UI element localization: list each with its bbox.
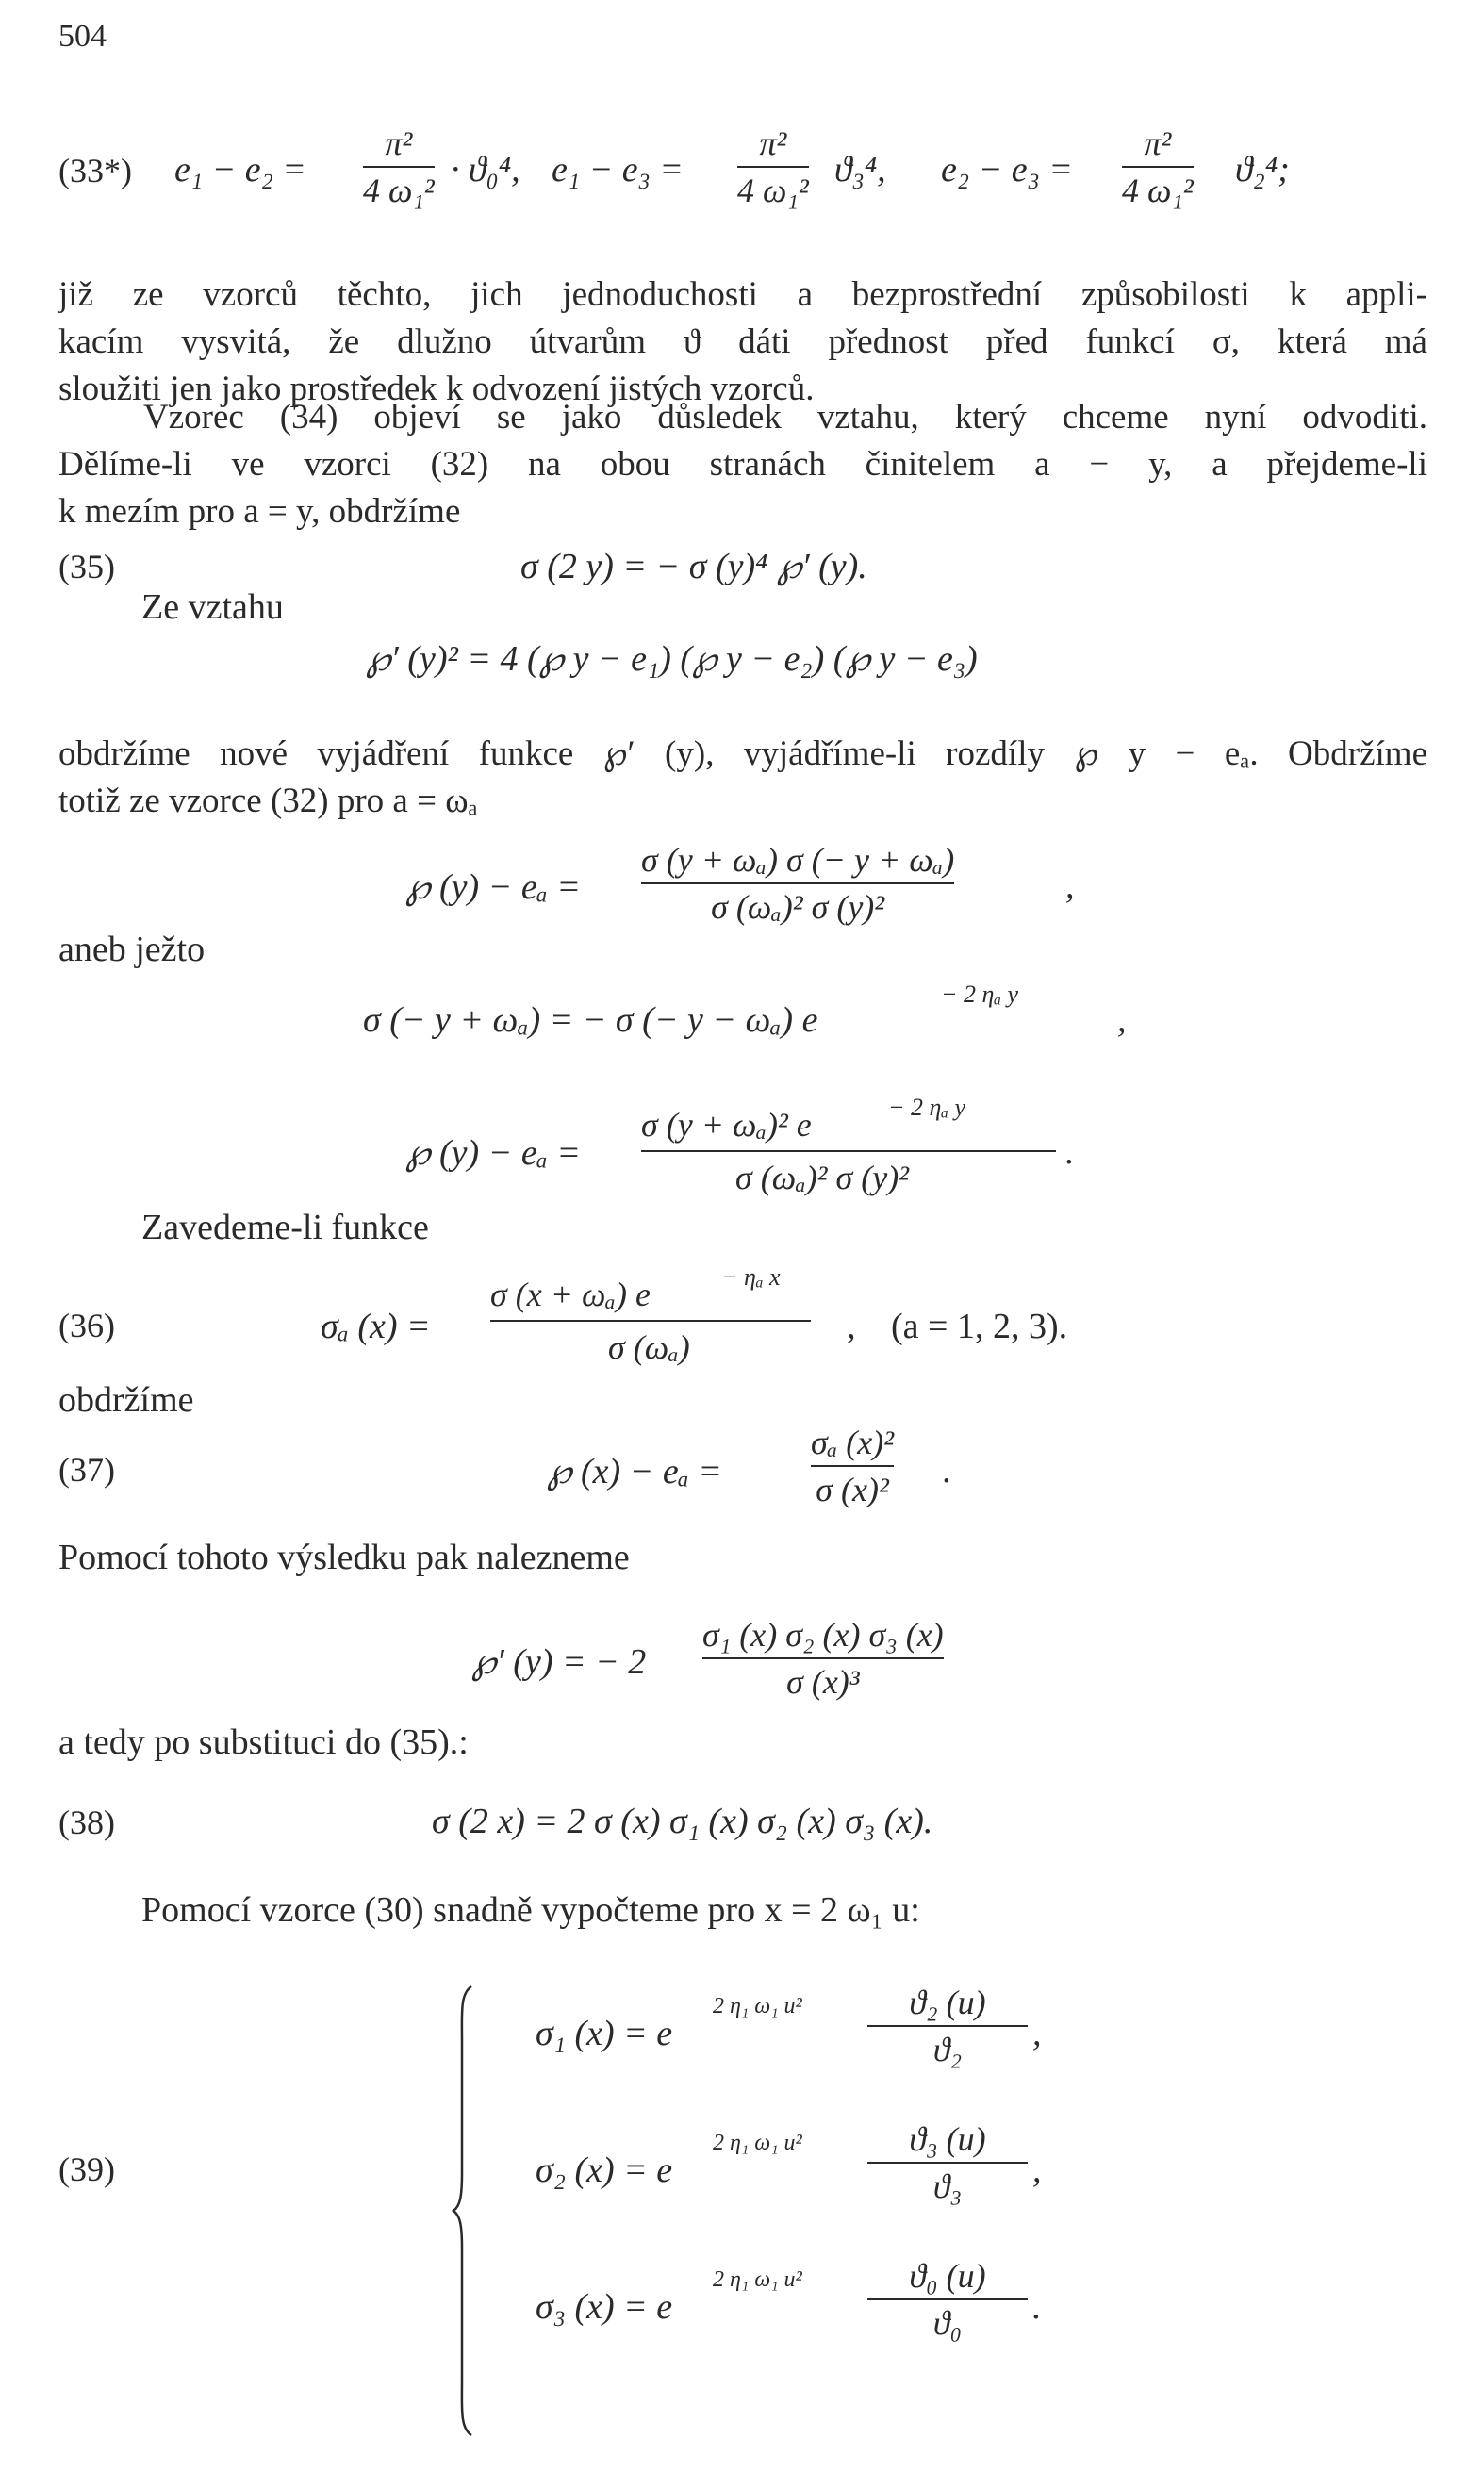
eq33-tail-1: · ϑ₀⁴, — [451, 150, 520, 189]
denominator: ϑ₀ — [932, 2304, 963, 2342]
eq33-tail-3: ϑ₂⁴; — [1235, 150, 1290, 189]
eq-fraction — [867, 2255, 1028, 2344]
text-obdrzime: obdržíme — [58, 1380, 194, 1420]
numerator: σₐ (x)² — [811, 1424, 895, 1461]
eq-lhs: ℘′ (y) = − 2 — [471, 1642, 647, 1682]
text-line: již ze vzorců těchto, jich jednoduchosti a bezprostřední způsobilosti k appli- — [58, 275, 1427, 314]
eq-superscript: 2 η₁ ω₁ u² — [713, 1994, 802, 2018]
numerator-superscript: − ηₐ x — [721, 1263, 781, 1291]
equation-label: (36) — [58, 1307, 115, 1344]
eq-superscript: 2 η₁ ω₁ u² — [713, 2267, 802, 2292]
eq-lhs: ℘ (y) − eₐ = — [405, 867, 581, 907]
numerator: ϑ₃ (u) — [909, 2120, 986, 2158]
page-number: 504 — [58, 19, 107, 54]
denominator: 4 ω₁² — [363, 172, 435, 209]
text-a-tedy: a tedy po substituci do (35).: — [58, 1722, 469, 1762]
numerator: π² — [759, 124, 787, 162]
denominator: ϑ₂ — [932, 2031, 963, 2068]
text-line: k mezím pro a = y, obdržíme — [58, 492, 461, 531]
denominator: σ (ωₐ)² σ (y)² — [711, 888, 885, 926]
eq-fraction — [702, 1614, 944, 1703]
numerator: σ₁ (x) σ₂ (x) σ₃ (x) — [702, 1616, 944, 1654]
numerator: σ (y + ωₐ)² e — [641, 1106, 812, 1144]
text-line: kacím vysvitá, že dlužno útvarům ϑ dáti přednost před funkcí σ, která má — [58, 322, 1427, 361]
numerator-superscript: − 2 ηₐ y — [888, 1094, 966, 1121]
equation-label: (39) — [58, 2150, 115, 2188]
denominator: ϑ₃ — [932, 2167, 963, 2205]
equation-label: (38) — [58, 1804, 115, 1841]
eq33-lhs-2: e₁ − e₃ = — [552, 150, 684, 189]
denominator: σ (x)² — [816, 1471, 889, 1508]
numerator: π² — [1144, 124, 1172, 162]
eq-lhs: σ₃ (x) = e — [536, 2287, 673, 2327]
denominator: σ (ωₐ)² σ (y)² — [735, 1159, 909, 1196]
paragraph-intro — [58, 272, 1427, 413]
eq-fraction — [811, 1422, 894, 1510]
text-line: Vzorec (34) objeví se jako důsledek vztahu, který chceme nyní odvoditi. — [143, 398, 1427, 437]
eq-tail: , — [1065, 866, 1075, 906]
eq-condition: (a = 1, 2, 3). — [891, 1307, 1068, 1346]
numerator: ϑ₂ (u) — [909, 1984, 986, 2021]
eq-lhs: σₐ (x) = — [321, 1307, 431, 1346]
text-line: Dělíme-li ve vzorci (32) na obou stranách činitelem a − y, a přejdeme-li — [58, 445, 1427, 484]
text-pomoci-30: Pomocí vzorce (30) snadně vypočteme pro x = 2 ω₁ u: — [141, 1890, 920, 1930]
eq-fraction — [641, 839, 954, 928]
text-line: totiž ze vzorce (32) pro a = ωₐ — [58, 782, 478, 820]
text-line: obdržíme nové vyjádření funkce ℘′ (y), vyjádříme-li rozdíly ℘ y − eₐ. Obdržíme — [58, 734, 1427, 773]
eq-superscript: 2 η₁ ω₁ u² — [713, 2131, 802, 2155]
eq33-fraction-3 — [1122, 123, 1194, 211]
text-aneb-jezto: aneb ježto — [58, 930, 206, 969]
numerator: σ (x + ωₐ) e — [490, 1276, 651, 1313]
left-brace — [451, 1985, 475, 2437]
text-pomoci: Pomocí tohoto výsledku pak nalezneme — [58, 1538, 630, 1577]
equation-wp-squared: ℘′ (y)² = 4 (℘ y − e₁) (℘ y − e₂) (℘ y − e₃) — [366, 639, 978, 679]
eq-tail: , — [1032, 2150, 1042, 2190]
eq33-lhs-1: e₁ − e₂ = — [174, 150, 306, 189]
eq-tail: , — [1117, 1000, 1127, 1040]
equation-label: (37) — [58, 1451, 115, 1489]
eq33-fraction-2 — [737, 123, 809, 211]
equation-label: (33*) — [58, 152, 132, 189]
text-line: sloužiti jen jako prostředek k odvození jistých vzorců. — [58, 370, 815, 408]
numerator: π² — [385, 124, 413, 162]
eq33-tail-2: ϑ₃⁴, — [834, 150, 886, 189]
numerator: ϑ₀ (u) — [909, 2257, 986, 2295]
eq-expr: σ (− y + ωₐ) = − σ (− y − ωₐ) e — [363, 1000, 818, 1040]
numerator: σ (y + ωₐ) σ (− y + ωₐ) — [641, 841, 955, 879]
eq-lhs: σ₂ (x) = e — [536, 2150, 673, 2190]
text-zavedeme: Zavedeme-li funkce — [141, 1208, 429, 1247]
text-ze-vztahu: Ze vztahu — [141, 587, 284, 627]
eq-superscript: − 2 ηₐ y — [941, 980, 1019, 1008]
eq-tail: , — [1032, 2014, 1042, 2053]
denominator: 4 ω₁² — [737, 172, 809, 209]
eq-tail: , — [847, 1307, 856, 1346]
eq-fraction — [867, 1982, 1028, 2070]
equation-35: σ (2 y) = − σ (y)⁴ ℘′ (y). — [520, 547, 867, 586]
eq-tail: . — [1032, 2287, 1042, 2327]
paragraph-rozdily — [58, 731, 1427, 825]
eq33-lhs-3: e₂ − e₃ = — [941, 150, 1073, 189]
paragraph-vzorec-34 — [58, 394, 1427, 535]
eq-tail: . — [1065, 1132, 1075, 1172]
equation-38: σ (2 x) = 2 σ (x) σ₁ (x) σ₂ (x) σ₃ (x). — [432, 1802, 933, 1841]
eq-lhs: σ₁ (x) = e — [536, 2014, 673, 2053]
denominator: 4 ω₁² — [1122, 172, 1194, 209]
equation-label: (35) — [58, 548, 115, 585]
denominator: σ (x)³ — [786, 1663, 860, 1701]
eq-fraction — [867, 2118, 1028, 2207]
eq-tail: . — [943, 1451, 952, 1491]
eq-lhs: ℘ (x) − eₐ = — [547, 1452, 722, 1491]
eq-lhs: ℘ (y) − eₐ = — [405, 1133, 581, 1173]
eq33-fraction-1 — [363, 123, 435, 211]
denominator: σ (ωₐ) — [608, 1328, 690, 1366]
